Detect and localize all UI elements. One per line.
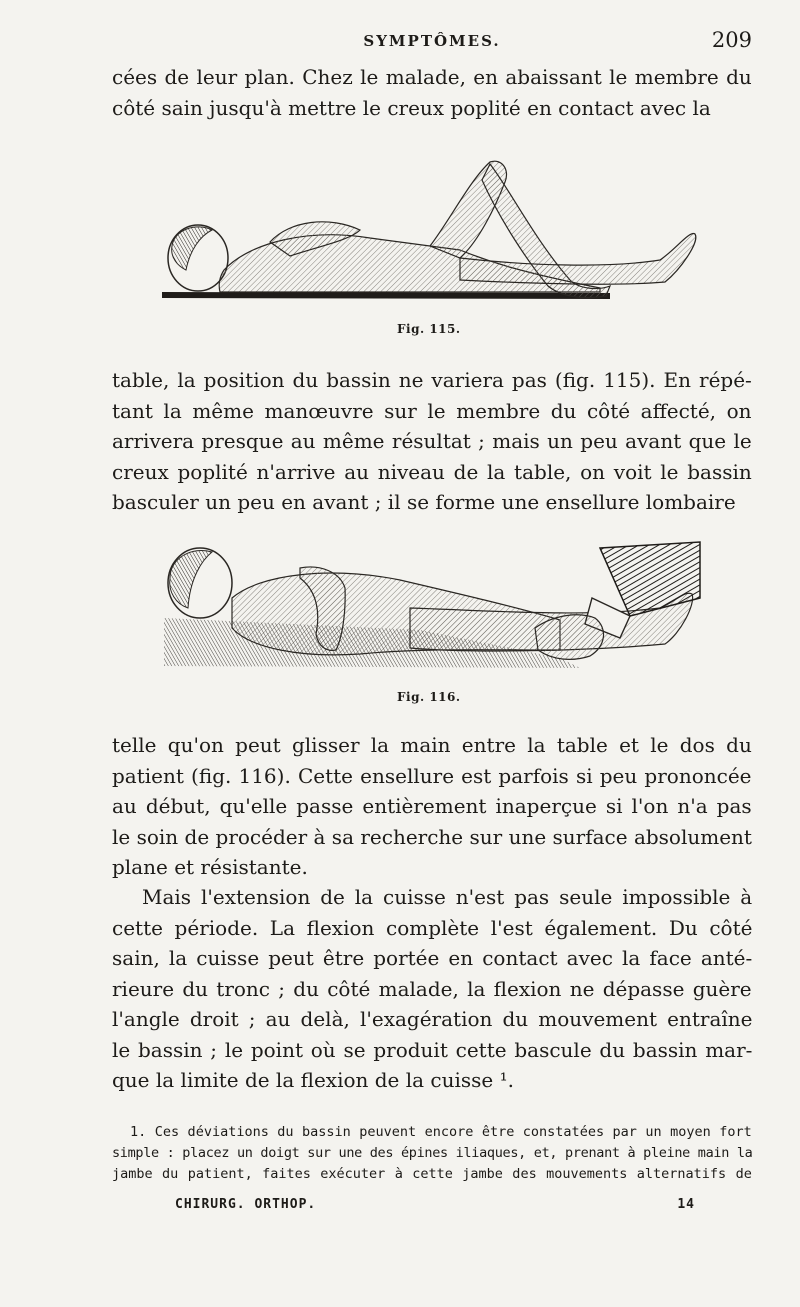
text-line: arrivera presque au même résultat ; mais un peu avant que le [112, 429, 752, 453]
reclining-figure-hand-under-back-drawing [160, 538, 705, 678]
text-line: tant la même manœuvre sur le membre du côté affecté, on [112, 398, 752, 423]
text-line: Mais l'extension de la cuisse n'est pas seule impossible à [142, 885, 753, 909]
footnote-line: simple : placez un doigt sur une des épines iliaques, et, prenant à pleine main la [112, 1145, 753, 1161]
text-line: le soin de procéder à sa recherche sur une surface absolument [112, 824, 752, 849]
paragraph-1 [112, 62, 752, 123]
signature-gathering-number: 14 [677, 1197, 695, 1212]
text-line: le bassin ; le point où se produit cette bascule du bassin mar- [112, 1037, 753, 1062]
figure-115-caption: Fig. 115. [397, 322, 461, 336]
text-line: basculer un peu en avant ; il se forme une ensellure lombaire [112, 490, 736, 514]
figure-116-illustration [160, 538, 705, 678]
signature-line [175, 1197, 695, 1219]
running-head: SYMPTÔMES. [363, 32, 501, 50]
text-line: au début, qu'elle passe entièrement inaperçue si l'on n'a pas [112, 794, 752, 818]
footnote-line: jambe du patient, faites exécuter à cette jambe des mouvements alternatifs de [112, 1166, 752, 1182]
paragraph-4 [112, 882, 752, 1096]
text-line: table, la position du bassin ne variera pas (fig. 115). En répé- [112, 368, 752, 392]
text-line: rieure du tronc ; du côté malade, la flexion ne dépasse guère [112, 976, 752, 1001]
reclining-figure-knee-raised-drawing [160, 150, 705, 315]
footnote [112, 1122, 752, 1185]
figure-115-illustration [160, 150, 705, 315]
text-line: patient (fig. 116). Cette ensellure est parfois si peu prononcée [112, 763, 752, 788]
text-line: que la limite de la flexion de la cuisse ¹. [112, 1068, 514, 1092]
text-line: telle qu'on peut glisser la main entre la table et le dos du [112, 733, 752, 757]
paragraph-3 [112, 730, 752, 883]
text-line: cées de leur plan. Chez le malade, en abaissant le membre du [112, 65, 752, 89]
text-line: cette période. La flexion complète l'est également. Du côté [112, 915, 753, 940]
signature-book-title: CHIRURG. ORTHOP. [175, 1197, 317, 1212]
footnote-line: 1. Ces déviations du bassin peuvent encore être constatées par un moyen fort [130, 1124, 752, 1140]
text-line: plane et résistante. [112, 855, 308, 879]
page-header [112, 28, 752, 58]
text-line: sain, la cuisse peut être portée en contact avec la face anté- [112, 946, 753, 970]
paragraph-2 [112, 365, 752, 518]
text-line: côté sain jusqu'à mettre le creux poplité en contact avec la [112, 95, 711, 120]
text-line: creux poplité n'arrive au niveau de la table, on voit le bassin [112, 459, 752, 484]
page-number: 209 [711, 28, 752, 52]
text-line: l'angle droit ; au delà, l'exagération du mouvement entraîne [112, 1007, 753, 1031]
figure-116-caption: Fig. 116. [397, 690, 461, 704]
